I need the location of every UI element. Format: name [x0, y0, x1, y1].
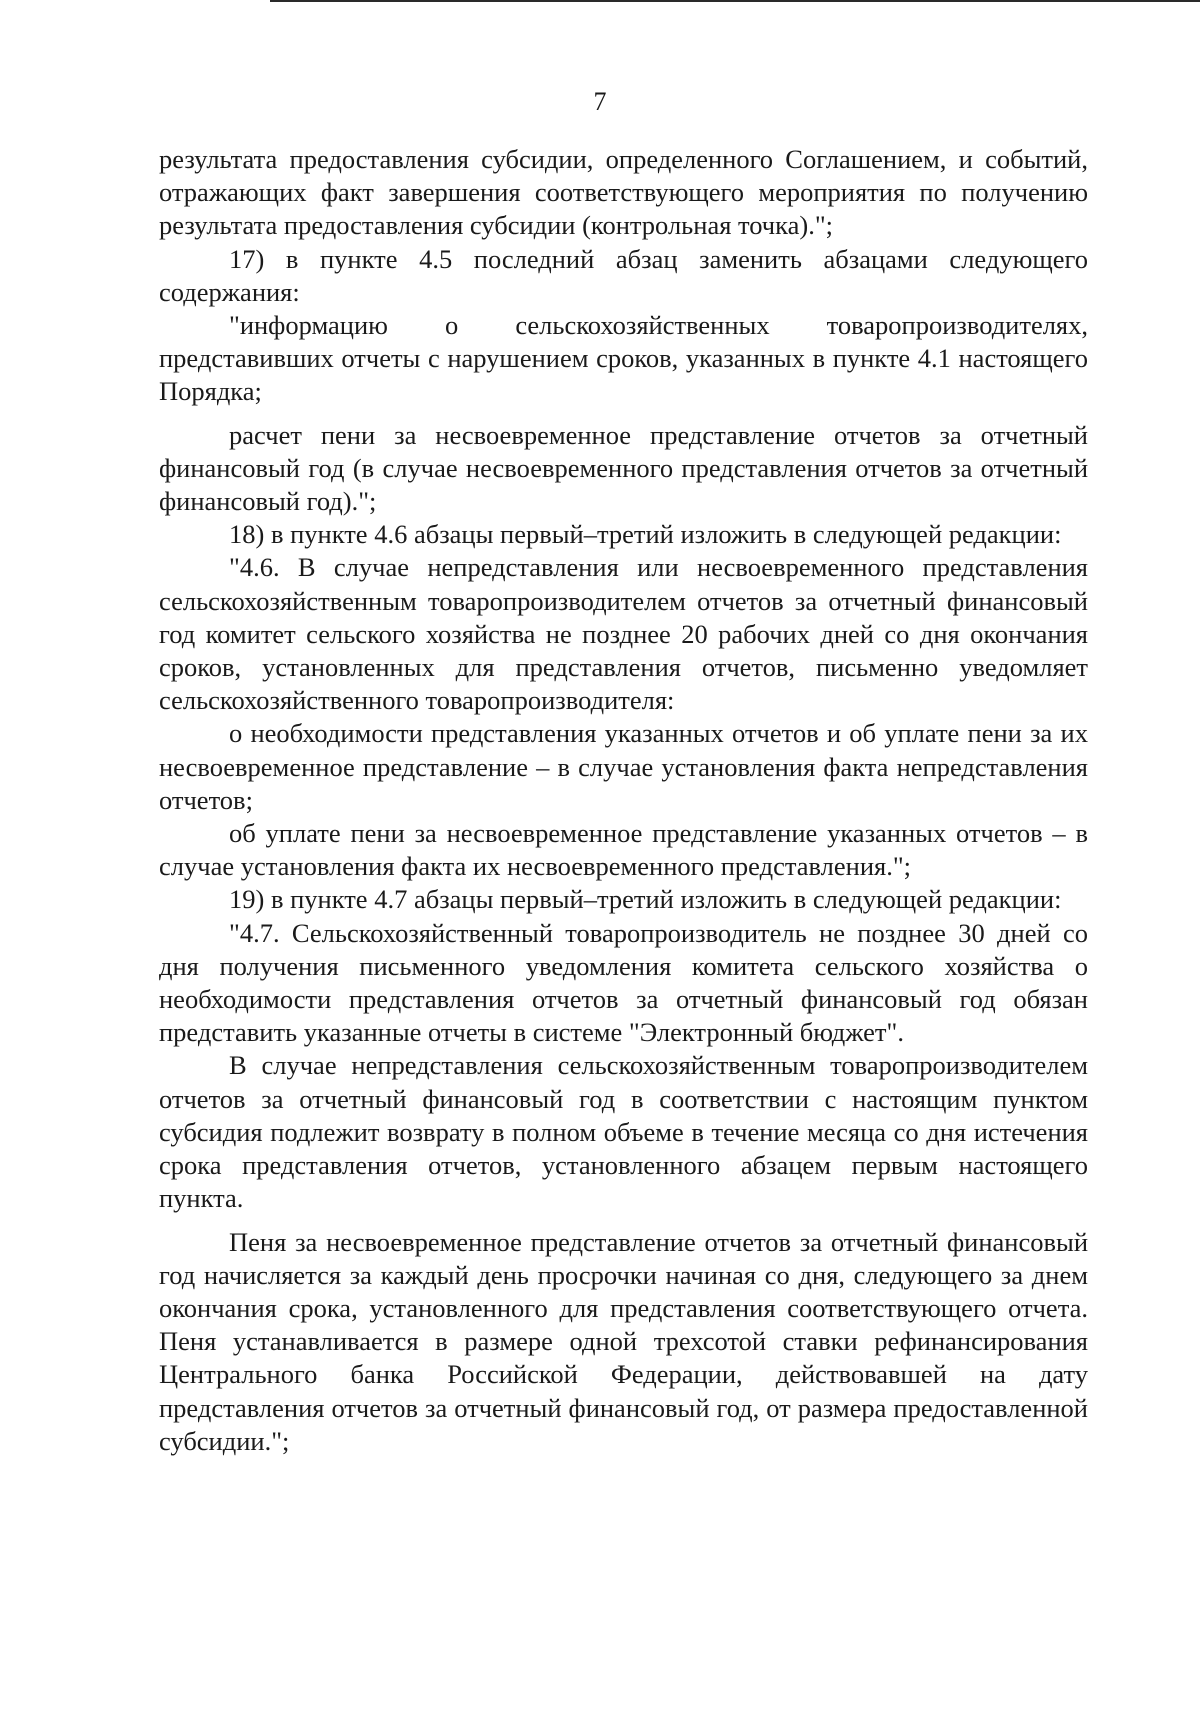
paragraph-clause-4-7: "4.7. Сельскохозяйственный товаропроизводитель не позднее 30 дней со дня получения письменного уведомления комитета сельского хозяйства о необходимости представления отчетов за отчетный финансовый год обязан представить указанные отчеты в системе "Электронный бюджет". — [159, 917, 1088, 1048]
page-number: 7 — [593, 87, 607, 116]
paragraph-penalty-accrual: Пеня за несвоевременное представление отчетов за отчетный финансовый год начисляется за каждый день просрочки начиная со дня, следующего за днем окончания срока, установленного для представления соответствующего отчета. Пеня устанавливается в размере одной трехсотой ставки рефинансирования Центрального банка Российской Федерации, действовавшей на дату представления отчетов за отчетный финансовый год, от размера предоставленной субсидии."; — [159, 1226, 1088, 1456]
top-border-line — [270, 0, 1200, 2]
paragraph-quoted-information: "информацию о сельскохозяйственных товаропроизводителях, представивших отчеты с нарушением сроков, указанных в пункте 4.1 настоящего Порядка; — [159, 310, 1088, 407]
paragraph-continuation: результата предоставления субсидии, определенного Соглашением, и событий, отражающих факт завершения соответствующего мероприятия по получению результата предоставления субсидии (контрольная точка)."; — [159, 144, 1088, 241]
paragraph-item-19: 19) в пункте 4.7 абзацы первый–третий изложить в следующей редакции: — [229, 884, 1062, 915]
paragraph-notice-penalty: об уплате пени за несвоевременное представление указанных отчетов – в случае установления факта их несвоевременного представления."; — [159, 818, 1088, 882]
paragraph-item-17: 17) в пункте 4.5 последний абзац заменить абзацами следующего содержания: — [159, 243, 1088, 307]
document-body — [159, 143, 1088, 1458]
paragraph-notice-necessity: о необходимости представления указанных отчетов и об уплате пени за их несвоевременное представление – в случае установления факта непредставления отчетов; — [159, 718, 1088, 815]
paragraph-item-18: 18) в пункте 4.6 абзацы первый–третий изложить в следующей редакции: — [229, 519, 1062, 550]
paragraph-clause-4-6: "4.6. В случае непредставления или несвоевременного представления сельскохозяйственным товаропроизводителем отчетов за отчетный финансовый год комитет сельского хозяйства не позднее 20 рабочих дней со дня окончания сроков, установленных для представления отчетов, письменно уведомляет сельскохозяйственного товаропроизводителя: — [159, 552, 1088, 716]
paragraph-penalty-calculation: расчет пени за несвоевременное представление отчетов за отчетный финансовый год (в случае несвоевременного представления отчетов за отчетный финансовый год)."; — [159, 419, 1088, 517]
paragraph-subsidy-return: В случае непредставления сельскохозяйственным товаропроизводителем отчетов за отчетный финансовый год в соответствии с настоящим пунктом субсидия подлежит возврату в полном объеме в течение месяца со дня истечения срока представления отчетов, установленного абзацем первым настоящего пункта. — [159, 1050, 1088, 1214]
